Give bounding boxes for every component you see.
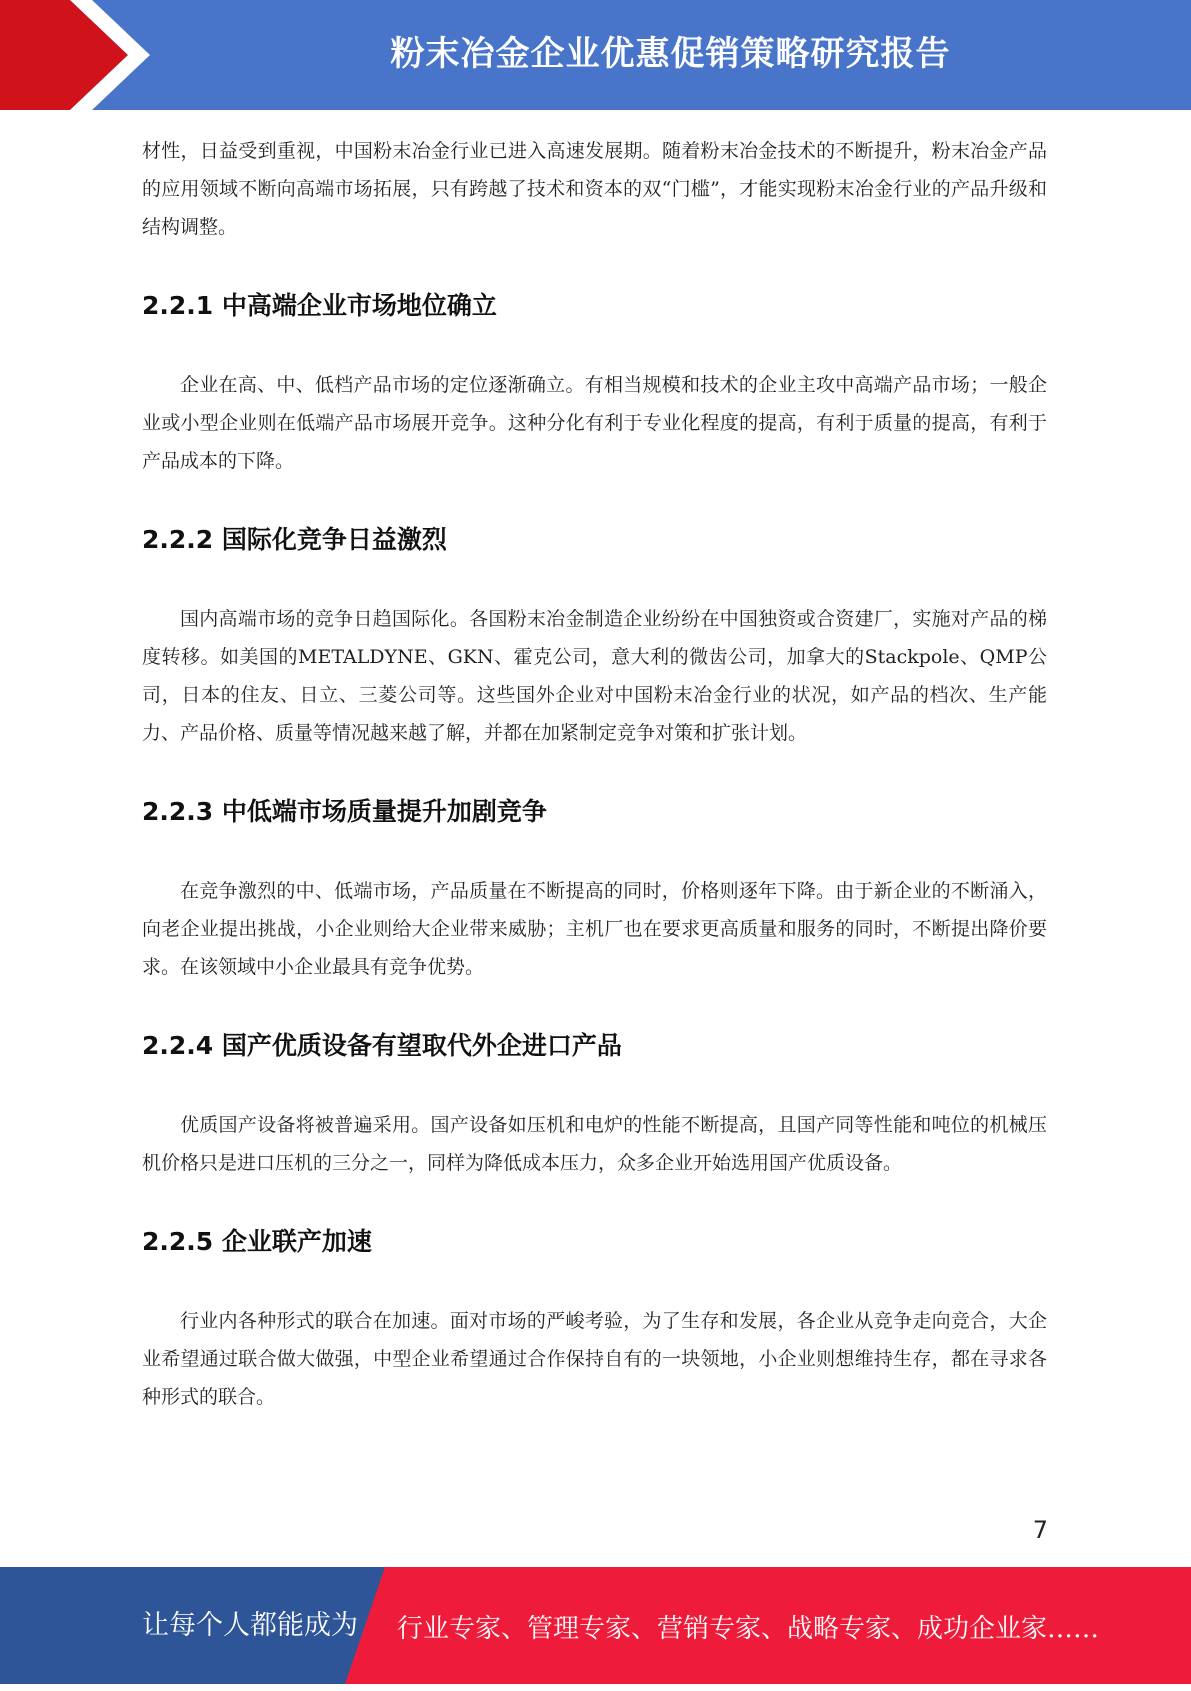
document-title: 粉末冶金企业优惠促销策略研究报告 bbox=[390, 34, 951, 74]
section-heading-2-2-4: 2.2.4 国产优质设备有望取代外企进口产品 bbox=[142, 1031, 622, 1060]
footer-slogan-left: 让每个人都能成为 bbox=[142, 1610, 358, 1641]
footer-slogan-right: 行业专家、管理专家、营销专家、战略专家、成功企业家…… bbox=[397, 1614, 1100, 1644]
section-heading-2-2-3: 2.2.3 中低端市场质量提升加剧竞争 bbox=[142, 797, 547, 826]
section-body-2-2-5: 行业内各种形式的联合在加速。面对市场的严峻考验，为了生存和发展，各企业从竞争走向竞合，大企业希望通过联合做大做强，中型企业希望通过合作保持自有的一块领地，小企业则想维持生存，都在寻求各种形式的联合。 bbox=[142, 1310, 1047, 1408]
section-body-2-2-4: 优质国产设备将被普遍采用。国产设备如压机和电炉的性能不断提高，且国产同等性能和吨位的机械压机价格只是进口压机的三分之一，同样为降低成本压力，众多企业开始选用国产优质设备。 bbox=[142, 1114, 1047, 1174]
page-number: 7 bbox=[1032, 1516, 1048, 1544]
section-body-2-2-2: 国内高端市场的竞争日趋国际化。各国粉末冶金制造企业纷纷在中国独资或合资建厂，实施对产品的梯度转移。如美国的METALDYNE、GKN、霍克公司，意大利的微齿公司，加拿大的Stackpole、QMP公司，日本的住友、日立、三菱公司等。这些国外企业对中国粉末冶金行业的状况，如产品的档次、生产能力、产品价格、质量等情况越来越了解，并都在加紧制定竞争对策和扩张计划。 bbox=[142, 608, 1047, 744]
section-body-2-2-3: 在竞争激烈的中、低端市场，产品质量在不断提高的同时，价格则逐年下降。由于新企业的不断涌入，向老企业提出挑战，小企业则给大企业带来威胁；主机厂也在要求更高质量和服务的同时，不断提出降价要求。在该领域中小企业最具有竞争优势。 bbox=[142, 880, 1047, 978]
page-header bbox=[0, 0, 1191, 110]
page-footer bbox=[0, 1567, 1191, 1684]
page-content bbox=[142, 132, 1047, 1416]
section-body-2-2-1: 企业在高、中、低档产品市场的定位逐渐确立。有相当规模和技术的企业主攻中高端产品市场；一般企业或小型企业则在低端产品市场展开竞争。这种分化有利于专业化程度的提高，有利于质量的提高，有利于产品成本的下降。 bbox=[142, 374, 1047, 472]
intro-paragraph: 材性，日益受到重视，中国粉末冶金行业已进入高速发展期。随着粉末冶金技术的不断提升，粉末冶金产品的应用领域不断向高端市场拓展，只有跨越了技术和资本的双“门槛”，才能实现粉末冶金行业的产品升级和结构调整。 bbox=[142, 140, 1047, 238]
section-heading-2-2-5: 2.2.5 企业联产加速 bbox=[142, 1227, 372, 1256]
section-heading-2-2-2: 2.2.2 国际化竞争日益激烈 bbox=[142, 525, 447, 554]
section-heading-2-2-1: 2.2.1 中高端企业市场地位确立 bbox=[142, 291, 497, 320]
